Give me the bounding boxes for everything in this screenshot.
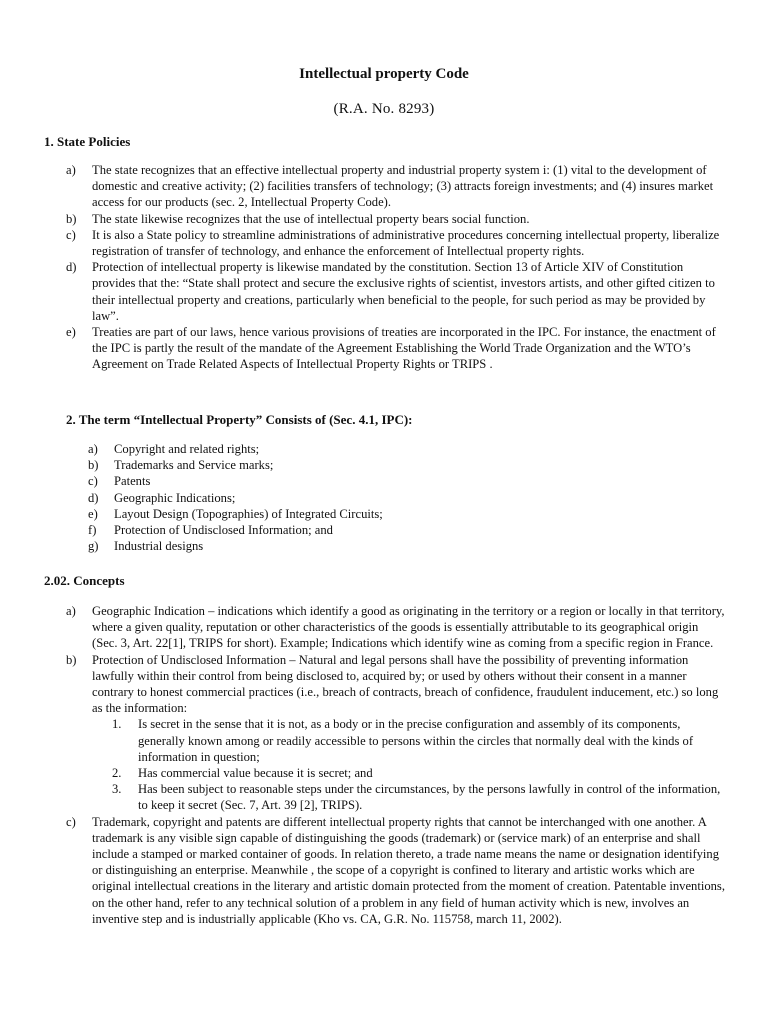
list-item-text: Trademarks and Service marks; bbox=[114, 458, 274, 473]
undisclosed-info-conditions-list bbox=[112, 716, 726, 813]
list-item-text: Protection of Undisclosed Information – Natural and legal persons shall have the possibility of preventing information lawfully within their control from being disclosed to, acquired by; or used by others without their consent in a manner contrary to honest commercial practices (i.e., breach of contracts, breach of confidence, fraudulent inducement, etc.) so long as the information: bbox=[92, 652, 719, 716]
list-item bbox=[88, 490, 728, 506]
list-marker: c) bbox=[66, 814, 76, 829]
list-item-text: The state likewise recognizes that the use of intellectual property bears social function. bbox=[92, 211, 530, 226]
list-item bbox=[88, 441, 728, 457]
section-heading-state-policies: 1. State Policies bbox=[44, 134, 131, 149]
list-item bbox=[66, 324, 726, 373]
list-marker: c) bbox=[66, 227, 76, 242]
list-item bbox=[88, 473, 728, 489]
list-marker: b) bbox=[66, 652, 77, 667]
list-item-text: Geographic Indication – indications which identify a good as originating in the territory or a region or locally in that territory, where a given quality, reputation or other characteristics of the goods is essentially attributable to its geographical origin (Sec. 3, Art. 22[1], TRIPS for short). Example; Indications which identify wine as coming from a specific region in France. bbox=[92, 604, 725, 651]
list-item bbox=[88, 522, 728, 538]
section-heading-intellectual-property-term: 2. The term “Intellectual Property” Consists of (Sec. 4.1, IPC): bbox=[66, 412, 413, 427]
list-marker: b) bbox=[88, 458, 99, 473]
list-item bbox=[112, 781, 726, 813]
list-marker: b) bbox=[66, 211, 77, 226]
list-item bbox=[66, 814, 726, 927]
list-item-text: Is secret in the sense that it is not, as a body or in the precise configuration and assembly of its components, generally known among or readily accessible to persons within the circles that normally deal with the kinds of information in question; bbox=[138, 717, 694, 764]
section-heading-concepts: 2.02. Concepts bbox=[44, 573, 125, 588]
list-item-text: Patents bbox=[114, 474, 151, 489]
list-item-text: It is also a State policy to streamline administrations of administrative procedures concerning intellectual property, liberalize registration of transfer of technology, and enhance the enforcement of Intellectual property rights. bbox=[92, 227, 720, 259]
list-item-text: Treaties are part of our laws, hence various provisions of treaties are incorporated in the IPC. For instance, the enactment of the IPC is partly the result of the mandate of the Agreement Establishing the World Trade Organization and the WTO’s Agreement on Trade Related Aspects of Intellectual Property Rights or TRIPS . bbox=[92, 325, 716, 372]
list-marker: f) bbox=[88, 523, 97, 538]
list-item-text: Copyright and related rights; bbox=[114, 442, 260, 456]
ip-consists-list bbox=[88, 441, 728, 554]
list-item-text: Protection of Undisclosed Information; and bbox=[114, 523, 333, 538]
list-item-text: Protection of intellectual property is likewise mandated by the constitution. Section 13 of Article XIV of Constitution provides that the: “State shall protect and secure the exclusive rights of scientist, investors artists, and other gifted citizen to their intellectual property and creations, particularly when beneficial to the people, for such period as may be provided by law”. bbox=[92, 260, 715, 323]
list-marker: e) bbox=[88, 506, 98, 521]
list-marker: 1. bbox=[112, 717, 122, 732]
list-marker: a) bbox=[66, 163, 76, 177]
list-item bbox=[112, 765, 726, 781]
list-marker: 3. bbox=[112, 782, 122, 797]
list-item-text: The state recognizes that an effective intellectual property and industrial property system i: (1) vital to the development of domestic and creative activity; (2) facilities transfers of technology; (3) attracts foreign investments; and (4) insures market access for our products (sec. 2, Intellectual Property Code). bbox=[92, 163, 714, 210]
list-item bbox=[88, 457, 728, 473]
document-subtitle: (R.A. No. 8293) bbox=[333, 101, 435, 117]
list-item-text: Trademark, copyright and patents are different intellectual property rights that cannot be interchanged with one another. A trademark is any visible sign capable of distinguishing the goods (trademark) or (service mark) of an enterprise and shall include a stamped or marked container of goods. In relation thereto, a trade name means the name or designation identifying or distinguishing an enterprise. Meanwhile , the scope of a copyright is confined to literary and artistic works which are original intellectual creations in the literary and artistic domain protected from the moment of creation. Patentable inventions, on the other hand, refer to any technical solution of a problem in any field of human activity which is new, involves an inventive step and is industrially applicable (Kho vs. CA, G.R. No. 115758, march 11, 2002). bbox=[92, 814, 725, 926]
list-item-text: Has been subject to reasonable steps under the circumstances, by the persons lawfully in control of the information, to keep it secret (Sec. 7, Art. 39 [2], TRIPS). bbox=[138, 782, 721, 813]
list-item-text: Geographic Indications; bbox=[114, 490, 236, 505]
concepts-list bbox=[66, 603, 726, 927]
list-marker: a) bbox=[88, 442, 98, 456]
list-item bbox=[88, 538, 728, 554]
list-marker: 2. bbox=[112, 766, 122, 781]
list-marker: e) bbox=[66, 325, 76, 340]
list-marker: c) bbox=[88, 474, 98, 489]
list-marker: g) bbox=[88, 539, 99, 554]
list-item bbox=[112, 716, 726, 765]
list-item bbox=[66, 603, 726, 652]
list-item bbox=[66, 211, 726, 227]
list-item-text: Industrial designs bbox=[114, 539, 204, 554]
list-item bbox=[66, 227, 726, 259]
document-title: Intellectual property Code bbox=[299, 66, 469, 82]
list-item bbox=[66, 162, 726, 211]
list-item bbox=[88, 506, 728, 522]
list-marker: d) bbox=[66, 260, 77, 275]
list-marker: a) bbox=[66, 604, 76, 618]
list-item-text: Layout Design (Topographies) of Integrated Circuits; bbox=[114, 506, 383, 521]
list-item bbox=[66, 652, 726, 814]
state-policies-list bbox=[66, 162, 726, 373]
list-marker: d) bbox=[88, 490, 99, 505]
list-item bbox=[66, 259, 726, 324]
list-item-text: Has commercial value because it is secret; and bbox=[138, 766, 373, 781]
